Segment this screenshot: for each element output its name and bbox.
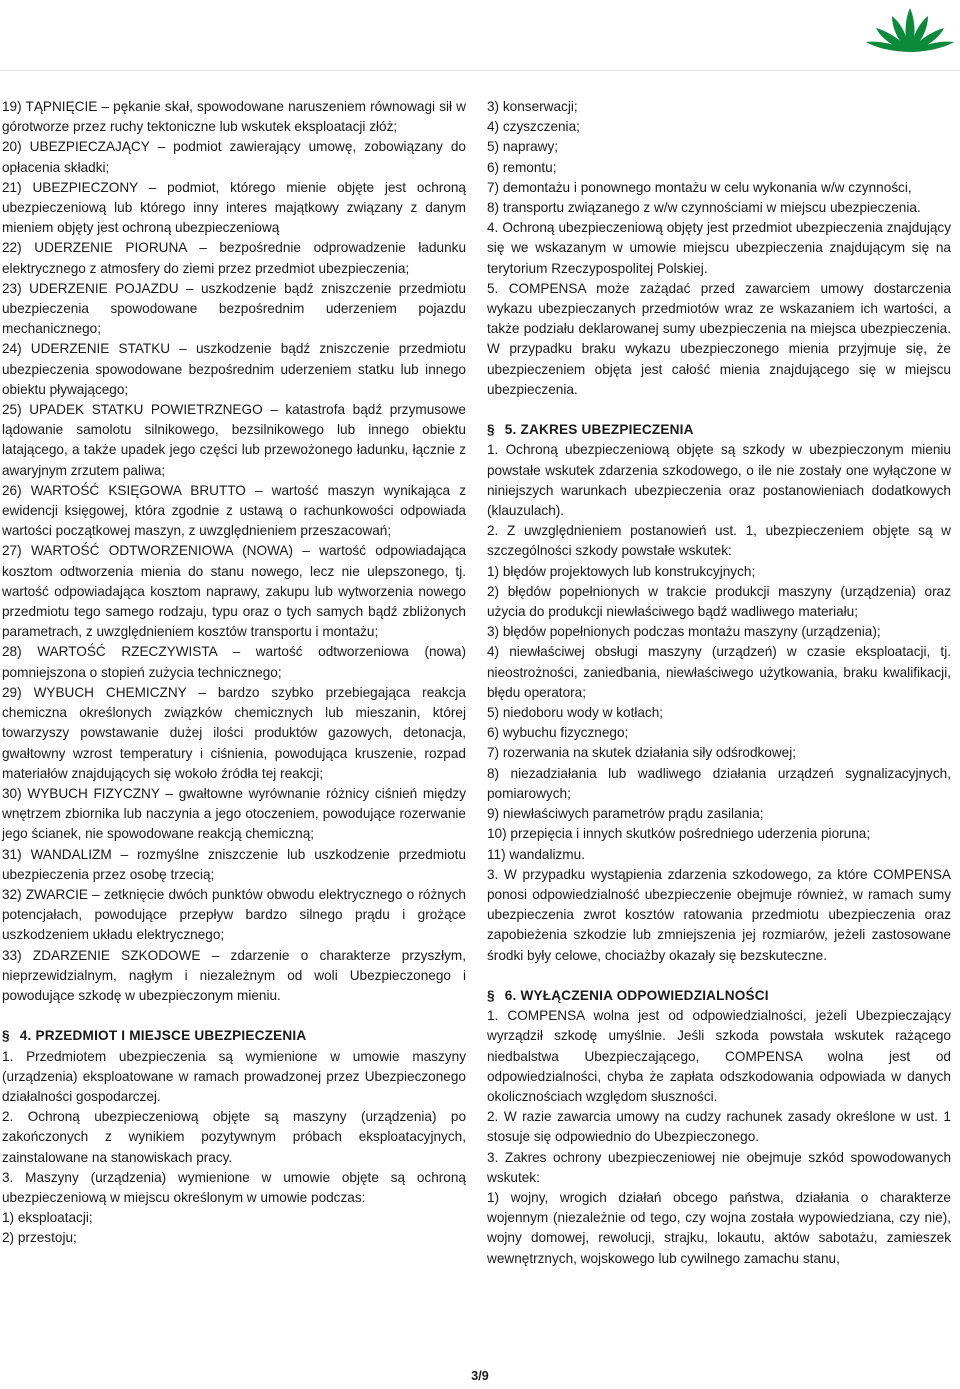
paragraph: 2) przestoju; xyxy=(2,1230,77,1246)
paragraph: 4) niewłaściwej obsługi maszyny (urządzeń) w czasie eksploatacji, tj. nieostrożności, zaniedbania, niewłaściwego użytkowania, braku kwalifikacji, błędu operatora; xyxy=(487,644,951,700)
section-heading-text: 6. WYŁĄCZENIA ODPOWIEDZIALNOŚCI xyxy=(504,987,769,1003)
left-text-column xyxy=(2,97,466,1249)
paragraph: 1) eksploatacji; xyxy=(2,1210,93,1226)
section-heading xyxy=(2,1026,466,1046)
paragraph: 1. Ochroną ubezpieczeniową objęte są szkody w ubezpieczonym mieniu powstałe wskutek zdarzenia szkodowego, o ile nie zostały one wyłączone w niniejszych warunkach ubezpieczenia oraz postanowieniach dodatkowych (klauzulach). xyxy=(487,442,951,519)
paragraph: 2. W razie zawarcia umowy na cudzy rachunek zasady określone w ust. 1 stosuje się odpowiednio do Ubezpieczonego. xyxy=(487,1109,951,1145)
paragraph: 7) demontażu i ponownego montażu w celu wykonania w/w czynności, xyxy=(487,179,912,195)
right-text-column xyxy=(487,97,951,1269)
paragraph: 3. Maszyny (urządzenia) wymienione w umowie objęte są ochroną ubezpieczeniową w miejscu określonym w umowie podczas: xyxy=(2,1169,466,1205)
section-symbol: § xyxy=(487,422,495,438)
paragraph: 11) wandalizmu. xyxy=(487,846,585,862)
paragraph: 27) WARTOŚĆ ODTWORZENIOWA (NOWA) – wartość odpowiadająca kosztom odtworzenia mienia do stanu nowego, lecz nie ulepszonego, tj. wartość odpowiadająca kosztom naprawy, zakupu lub wytworzenia nowego przedmiotu tego samego rodzaju, typu oraz o tych samych bądź zbliżonych parametrach, z uwzględnieniem kosztów transportu i montażu; xyxy=(2,543,466,640)
paragraph: 5. COMPENSA może zażądać przed zawarciem umowy dostarczenia wykazu ubezpieczanych przedmiotów wraz ze wskazaniem ich wartości, a także podziału deklarowanej sumy ubezpieczenia na miejsca ubezpieczenia. W przypadku braku wykazu ubezpieczonego mienia przyjmuje się, że ubezpieczeniem objęta jest całość mienia znajdującego się w miejscu ubezpieczenia. xyxy=(487,280,951,397)
paragraph: 3) konserwacji; xyxy=(487,99,578,114)
paragraph: 21) UBEZPIECZONY – podmiot, którego mienie objęte jest ochroną ubezpieczeniową lub którego inny interes majątkowy związany z danym mieniem objęty jest ochroną ubezpieczeniową xyxy=(2,179,466,236)
paragraph: 28) WARTOŚĆ RZECZYWISTA – wartość odtworzeniowa (nowa) pomniejszona o stopień zużycia technicznego; xyxy=(2,644,466,680)
green-fan-logo-icon xyxy=(864,4,956,54)
paragraph: 30) WYBUCH FIZYCZNY – gwałtowne wyrównanie różnicy ciśnień między wnętrzem zbiornika lub naczynia a jego otoczeniem, powodujące rozerwanie jego ścianek, nie spowodowane reakcją chemiczną; xyxy=(2,785,466,842)
paragraph: 5) naprawy; xyxy=(487,139,559,155)
paragraph: 33) ZDARZENIE SZKODOWE – zdarzenie o charakterze przyszłym, nieprzewidzialnym, nagłym i niezależnym od woli Ubezpieczonego i powodujące szkodę w ubezpieczonym mieniu. xyxy=(2,947,466,1003)
paragraph: 1. Przedmiotem ubezpieczenia są wymienione w umowie maszyny (urządzenia) eksploatowane w ramach prowadzonej przez Ubezpieczonego działalności gospodarczej. xyxy=(2,1048,466,1104)
paragraph: 1) wojny, wrogich działań obcego państwa, działania o charakterze wojennym (niezależnie od tego, czy wojna została wypowiedziana, czy nie), wojny domowej, rewolucji, strajku, lokautu, aktów sabotażu, zamieszek wewnętrznych, wojskowego lub cywilnego zamachu stanu, xyxy=(487,1189,951,1266)
paragraph: 8) niezadziałania lub wadliwego działania urządzeń sygnalizacyjnych, pomiarowych; xyxy=(487,765,951,801)
section-symbol: § xyxy=(487,987,495,1003)
paragraph: 32) ZWARCIE – zetknięcie dwóch punktów obwodu elektrycznego o różnych potencjałach, powodujące przepływ bardzo silnego prądu i grożące uszkodzeniem układu elektrycznego; xyxy=(2,886,466,943)
paragraph: 3. W przypadku wystąpienia zdarzenia szkodowego, za które COMPENSA ponosi odpowiedzialność ubezpieczenie obejmuje również, w ramach sumy ubezpieczenia zwrot kosztów ratowania przedmiotu ubezpieczenia oraz zapobieżenia szkodzie lub zmniejszenia jej rozmiarów, jeżeli zastosowane środki były celowe, chociażby okazały się bezskuteczne. xyxy=(487,866,951,963)
paragraph: 23) UDERZENIE POJAZDU – uszkodzenie bądź zniszczenie przedmiotu ubezpieczenia spowodowane bezpośrednim uderzeniem pojazdu mechanicznego; xyxy=(2,280,466,337)
paragraph: 5) niedoboru wody w kotłach; xyxy=(487,705,664,721)
paragraph: 29) WYBUCH CHEMICZNY – bardzo szybko przebiegająca reakcja chemiczna określonych związków chemicznych lub mieszanin, której towarzyszy powstawanie dużej ilości produktów gazowych, detonacja, gwałtowny wzrost temperatury i ciśnienia, powodująca kruszenie, rozpad materiałów znajdujących się wokoło źródła tej reakcji; xyxy=(2,684,466,781)
section-heading xyxy=(487,420,951,440)
section-heading-text: 5. ZAKRES UBEZPIECZENIA xyxy=(504,422,694,438)
paragraph: 6) remontu; xyxy=(487,159,557,175)
paragraph: 2. Ochroną ubezpieczeniową objęte są maszyny (urządzenia) po zakończonych z wynikiem pozytywnym próbach eksploatacyjnych, zainstalowane na stanowiskach pracy. xyxy=(2,1109,466,1165)
paragraph: 1. COMPENSA wolna jest od odpowiedzialności, jeżeli Ubezpieczający wyrządził szkodę umyślnie. Jeśli szkoda powstała wskutek rażącego niedbalstwa Ubezpieczającego, COMPENSA wolna jest od odpowiedzialności, chyba że zapłata odszkodowania odpowiada w danych okolicznościach względom słuszności. xyxy=(487,1008,951,1104)
page-number: 3/9 xyxy=(471,1369,489,1383)
paragraph: 19) TĄPNIĘCIE – pękanie skał, spowodowane naruszeniem równowagi sił w górotworze przez ruchy tektoniczne lub wskutek eksploatacji złóż; xyxy=(2,99,466,135)
section-heading xyxy=(487,986,951,1006)
paragraph: 4) czyszczenia; xyxy=(487,119,580,135)
paragraph: 20) UBEZPIECZAJĄCY – podmiot zawierający umowę, zobowiązany do opłacenia składki; xyxy=(2,139,466,175)
section-heading-text: 4. PRZEDMIOT I MIEJSCE UBEZPIECZENIA xyxy=(19,1028,307,1044)
paragraph: 31) WANDALIZM – rozmyślne zniszczenie lub uszkodzenie przedmiotu ubezpieczenia przez osobę trzecią; xyxy=(2,846,466,882)
paragraph: 24) UDERZENIE STATKU – uszkodzenie bądź zniszczenie przedmiotu ubezpieczenia spowodowane bezpośrednim uderzeniem statku lub innego obiektu pływającego; xyxy=(2,341,466,397)
paragraph: 3. Zakres ochrony ubezpieczeniowej nie obejmuje szkód spowodowanych wskutek: xyxy=(487,1149,951,1185)
paragraph: 8) transportu związanego z w/w czynnościami w miejscu ubezpieczenia. xyxy=(487,200,921,216)
paragraph: 22) UDERZENIE PIORUNA – bezpośrednie odprowadzenie ładunku elektrycznego z atmosfery do ziemi przez przedmiot ubezpieczenia; xyxy=(2,240,466,276)
paragraph: 2) błędów popełnionych w trakcie produkcji maszyny (urządzenia) oraz użycia do produkcji niewłaściwego bądź wadliwego materiału; xyxy=(487,583,951,620)
header-divider xyxy=(0,70,960,71)
paragraph: 1) błędów projektowych lub konstrukcyjnych; xyxy=(487,563,756,579)
paragraph: 3) błędów popełnionych podczas montażu maszyny (urządzenia); xyxy=(487,624,881,640)
paragraph: 26) WARTOŚĆ KSIĘGOWA BRUTTO – wartość maszyn wynikająca z ewidencji księgowej, która zgodnie z ustawą o rachunkowości odpowiada wartości początkowej maszyn, z uwzględnieniem przeszacowań; xyxy=(2,482,466,539)
paragraph: 10) przepięcia i innych skutków pośredniego uderzenia pioruna; xyxy=(487,826,871,842)
paragraph: 2. Z uwzględnieniem postanowień ust. 1, ubezpieczeniem objęte są w szczególności szkody powstałe wskutek: xyxy=(487,523,951,559)
paragraph: 6) wybuchu fizycznego; xyxy=(487,725,629,741)
section-symbol: § xyxy=(2,1028,10,1044)
paragraph: 4. Ochroną ubezpieczeniową objęty jest przedmiot ubezpieczenia znajdujący się we wskazanym w umowie miejscu ubezpieczenia znajdującym się na terytorium Rzeczypospolitej Polskiej. xyxy=(487,220,951,276)
paragraph: 9) niewłaściwych parametrów prądu zasilania; xyxy=(487,806,764,822)
paragraph: 7) rozerwania na skutek działania siły odśrodkowej; xyxy=(487,745,797,761)
paragraph: 25) UPADEK STATKU POWIETRZNEGO – katastrofa bądź przymusowe lądowanie samolotu silnikowego, bezsilnikowego lub innego obiektu latającego, a także upadek jego części lub przewożonego ładunku, łącznie z awaryjnym zrzutem paliwa; xyxy=(2,402,466,478)
